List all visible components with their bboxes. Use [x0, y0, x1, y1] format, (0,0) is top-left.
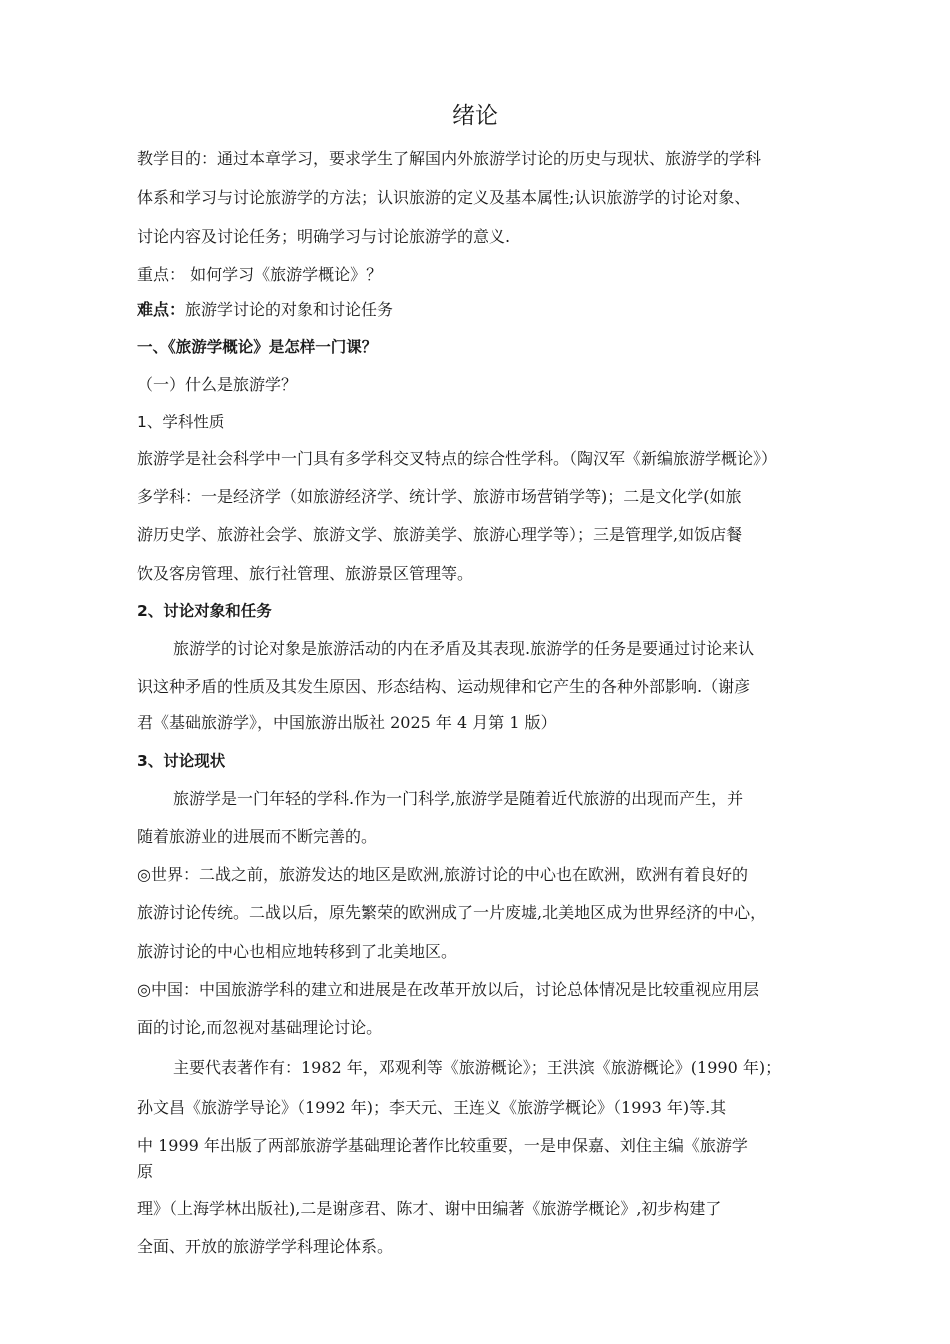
- works-line-3: 中 1999 年出版了两部旅游学基础理论著作比较重要，一是申保嘉、刘住主编《旅游学: [137, 1136, 748, 1155]
- world-line-2: 旅游讨论传统。二战以后，原先繁荣的欧洲成了一片废墟,北美地区成为世界经济的中心，: [137, 903, 767, 922]
- difficulty: [137, 297, 393, 323]
- china-line-2: 面的讨论,而忽视对基础理论讨论。: [137, 1018, 383, 1037]
- item-1-line-4: 饮及客房管理、旅行社管理、旅游景区管理等。: [137, 564, 474, 583]
- difficulty-text: 旅游学讨论的对象和讨论任务: [185, 300, 394, 319]
- section-1-heading: 一、《旅游学概论》是怎样一门课？: [137, 338, 378, 356]
- subsection-1-heading: （一）什么是旅游学？: [137, 375, 298, 394]
- page-title: 绪论: [452, 103, 498, 129]
- world-line-1: ◎世界：二战之前，旅游发达的地区是欧洲,旅游讨论的中心也在欧洲，欧洲有着良好的: [137, 865, 749, 884]
- world-line-3: 旅游讨论的中心也相应地转移到了北美地区。: [137, 942, 458, 961]
- item-3-line-2: 随着旅游业的进展而不断完善的。: [137, 827, 378, 846]
- item-3-heading: 3、讨论现状: [137, 752, 226, 770]
- item-2-line-2: 识这种矛盾的性质及其发生原因、形态结构、运动规律和它产生的各种外部影响.（谢彦: [137, 677, 751, 696]
- item-2-heading: 2、讨论对象和任务: [137, 602, 272, 620]
- difficulty-label: 难点：: [137, 300, 186, 319]
- works-line-6: 全面、开放的旅游学学科理论体系。: [137, 1237, 394, 1256]
- item-2-line-1: 旅游学的讨论对象是旅游活动的内在矛盾及其表现.旅游学的任务是要通过讨论来认: [173, 639, 755, 658]
- key-point: 重点： 如何学习《旅游学概论》？: [137, 265, 383, 284]
- item-1-heading: 1、学科性质: [137, 413, 225, 431]
- objective-line-3: 讨论内容及讨论任务；明确学习与讨论旅游学的意义.: [137, 227, 511, 246]
- works-line-4: 原: [137, 1162, 154, 1181]
- works-line-1: 主要代表著作有：1982 年，邓观利等《旅游概论》；王洪滨《旅游概论》(1990 年)；: [173, 1058, 782, 1077]
- works-line-5: 理》（上海学林出版社),二是谢彦君、陈才、谢中田编著《旅游学概论》,初步构建了: [137, 1199, 722, 1218]
- item-1-line-2: 多学科：一是经济学（如旅游经济学、统计学、旅游市场营销学等)；二是文化学(如旅: [137, 487, 742, 506]
- works-line-2: 孙文昌《旅游学导论》（1992 年)；李天元、王连义《旅游学概论》（1993 年)等.其: [137, 1098, 727, 1117]
- objective-line-2: 体系和学习与讨论旅游学的方法；认识旅游的定义及基本属性;认识旅游学的讨论对象、: [137, 188, 751, 207]
- item-1-line-3: 游历史学、旅游社会学、旅游文学、旅游美学、旅游心理学等）；三是管理学,如饭店餐: [137, 525, 743, 544]
- objective-line-1: 教学目的：通过本章学习，要求学生了解国内外旅游学讨论的历史与现状、旅游学的学科: [137, 149, 762, 168]
- item-1-line-1: 旅游学是社会科学中一门具有多学科交叉特点的综合性学科。（陶汉军《新编旅游学概论》）: [137, 449, 778, 468]
- china-line-1: ◎中国：中国旅游学科的建立和进展是在改革开放以后，讨论总体情况是比较重视应用层: [137, 980, 759, 999]
- item-2-line-3: 君《基础旅游学》，中国旅游出版社 2025 年 4 月第 1 版）: [137, 713, 557, 732]
- item-3-line-1: 旅游学是一门年轻的学科.作为一门科学,旅游学是随着近代旅游的出现而产生，并: [173, 789, 744, 808]
